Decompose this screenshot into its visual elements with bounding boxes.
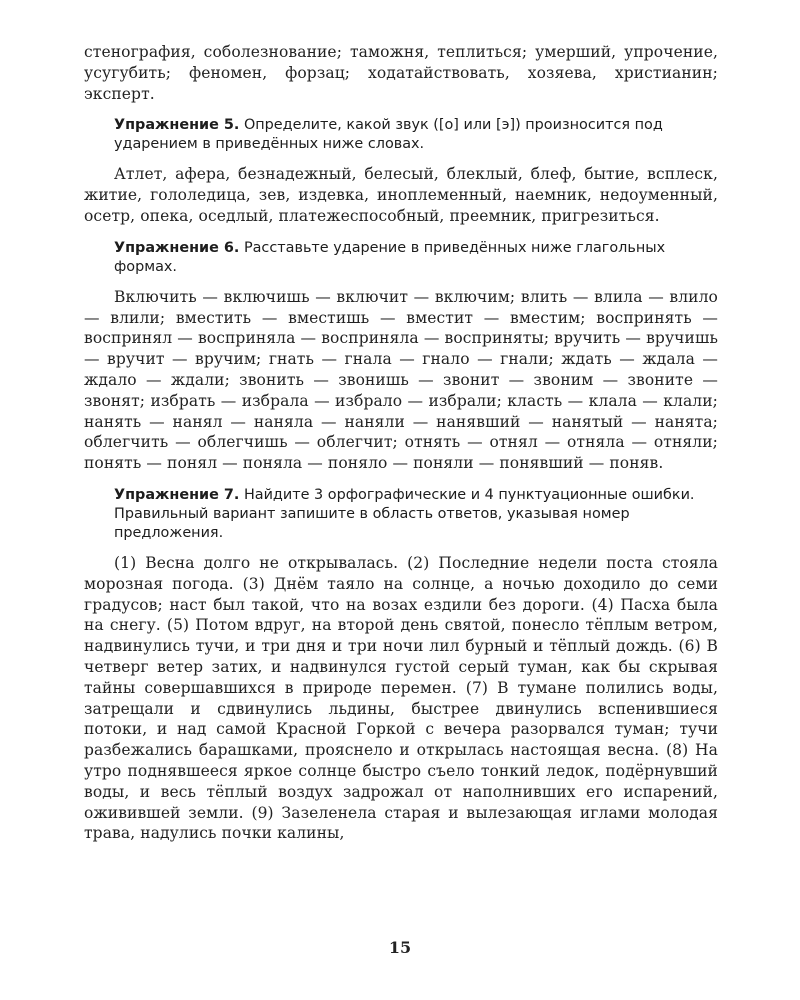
page-number: 15 <box>388 938 412 957</box>
intro-paragraph: стенография, соболезнование; таможня, теплиться; умерший, упрочение, усугубить; феномен, форзац; ходатайствовать, хозяева, христианин; эксперт. <box>84 43 718 103</box>
exercise-7-body: (1) Весна долго не открывалась. (2) Последние недели поста стояла морозная погода. (3) Днём таяло на солнце, а ночью доходило до семи градусов; наст был такой, что на возах ездили без дороги. (4) Пасха была на снегу. (5) Потом вдруг, на второй день святой, понесло тёплым ветром, надвинулись тучи, и три дня и три ночи лил бурный и тёплый дождь. (6) В четверг ветер затих, и надвинулся густой серый туман, как бы скрывая тайны совершавшихся в природе перемен. (7) В тумане полились воды, затрещали и сдвинулись льдины, быстрее двинулись вспенившиеся потоки, и над самой Красной Горкой с вечера разорвался туман; тучи разбежались барашками, прояснело и открылась настоящая весна. (8) На утро поднявшееся яркое солнце быстро съело тонкий ледок, подёрнувший воды, и весь тёплый воздух задрожал от наполнивших его испарений, оживившей земли. (9) Зазеленела старая и вылезающая иглами молодая трава, надулись почки калины, <box>84 553 718 843</box>
exercise-6-task: Расставьте ударение в приведённых ниже глагольных формах. <box>114 239 666 275</box>
exercise-6-body: Включить — включишь — включит — включим; влить — влила — влило — влили; вместить — вместишь — вместит — вместим; воспринять — воспринял — восприняла — восприняла — восприняты; вручить — вручишь — вручит — вручим; гнать — гнала — гнало — гнали; ждать — ждала — ждало — ждали; звонить — звонишь — звонит — звоним — звоните — звонят; избрать — избрала — избрало — избрали; класть — клала — клали; нанять — нанял — наняла — наняли — нанявший — нанятый — нанята; облегчить — облегчишь — облегчит; отнять — отнял — отняла — отняли; понять — понял — поняла — поняло — поняли — понявший — поняв. <box>84 287 718 473</box>
exercise-5-heading <box>84 116 718 154</box>
exercise-7-label: Упражнение 7. <box>114 486 240 503</box>
exercise-7-heading <box>84 486 718 543</box>
exercise-6-label: Упражнение 6. <box>114 239 240 256</box>
exercise-5-body: Атлет, афера, безнадежный, белесый, блеклый, блеф, бытие, всплеск, житие, гололедица, зев, издевка, иноплеменный, наемник, недоуменный, осетр, опека, оседлый, платежеспособный, преемник, пригрезиться. <box>84 165 718 225</box>
exercise-5-label: Упражнение 5. <box>114 117 240 134</box>
exercise-6-heading <box>84 239 718 277</box>
exercise-5-task: Определите, какой звук ([о] или [э]) произносится под ударением в приведённых ниже словах. <box>114 117 663 153</box>
page-content <box>84 42 718 844</box>
exercise-7-task: Найдите 3 орфографические и 4 пунктуационные ошибки. Правильный вариант запишите в область ответов, указывая номер предложения. <box>114 486 695 541</box>
